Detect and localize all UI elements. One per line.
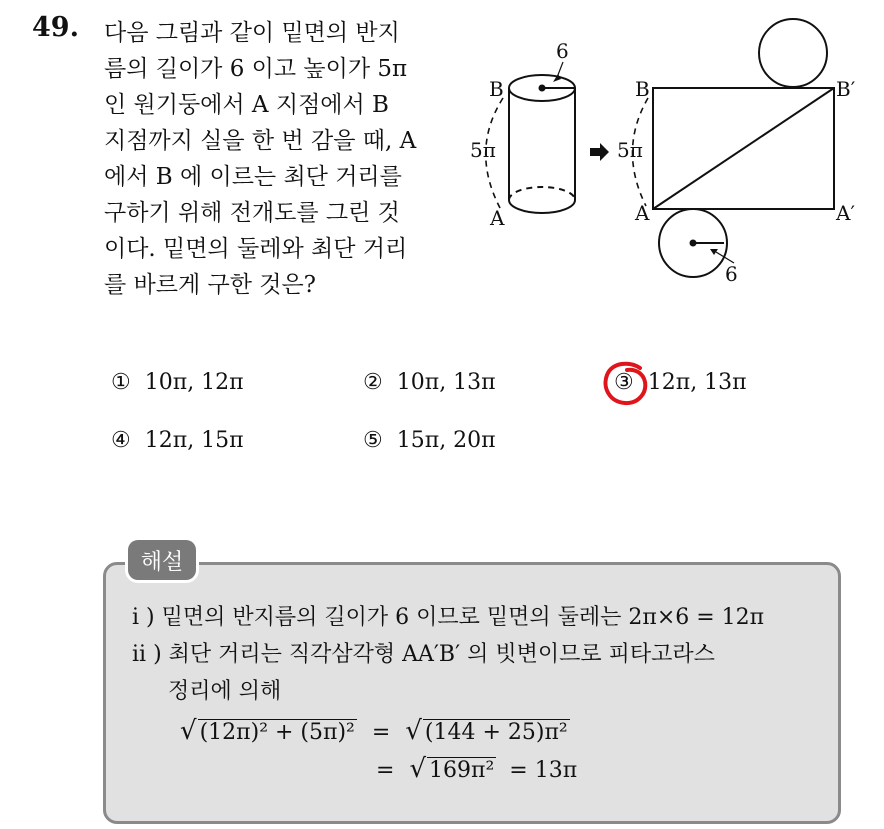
net-point-b-prime: B′ [836, 77, 856, 101]
equals-sign: = [376, 758, 395, 783]
explanation-tag: 해설 [128, 540, 196, 580]
choice-4[interactable] [111, 428, 244, 453]
question-line: 구하기 위해 전개도를 그린 것 [104, 200, 400, 226]
cylinder-height-label: 5π [470, 138, 496, 162]
net-height-label: 5π [617, 138, 643, 162]
radicand: 169π² [429, 758, 495, 783]
equation-result: = 13π [509, 758, 578, 783]
cylinder-point-a: A [490, 206, 505, 230]
choice-number: ⑤ [363, 428, 383, 453]
choice-text: 10π, 13π [396, 370, 496, 395]
cylinder-center [539, 85, 546, 92]
choice-text: 12π, 15π [144, 428, 244, 453]
question-line: 를 바르게 구한 것은? [104, 272, 317, 298]
net-figure [632, 19, 834, 277]
choice-number: ① [111, 370, 131, 395]
answer-mark-icon [600, 360, 652, 410]
explanation-step-2-cont: 정리에 의해 [168, 679, 282, 704]
question-line: 다음 그림과 같이 밑면의 반지 [104, 20, 400, 46]
radicand-right: (144 + 25)π² [424, 720, 568, 745]
equals-sign: = [371, 720, 391, 745]
choice-text: 15π, 20π [396, 428, 496, 453]
net-point-b: B [635, 77, 650, 101]
step-text: 최단 거리는 직각삼각형 AA′B′ 의 빗변이므로 피타고라스 [168, 642, 715, 667]
step-marker: ii ) [132, 642, 162, 667]
explanation-step-1 [132, 600, 764, 631]
equation-line-1: √ (12π)² + (5π)² = √ (144 + 25)π² [180, 716, 568, 746]
net-radius-label: 6 [725, 262, 738, 286]
net-point-a: A [635, 201, 650, 225]
cylinder-radius-label: 6 [556, 39, 569, 63]
choice-number: ④ [111, 428, 131, 453]
choice-text: 10π, 12π [144, 370, 244, 395]
choice-number: ③ [614, 370, 634, 395]
question-line: 지점까지 실을 한 번 감을 때, A [104, 128, 417, 154]
question-line: 에서 B 에 이르는 최단 거리를 [104, 164, 402, 190]
radicand-left: (12π)² + (5π)² [199, 720, 355, 745]
question-line: 름의 길이가 6 이고 높이가 5π [104, 56, 408, 82]
arrow-right-icon [590, 143, 609, 161]
equation-line-2: = √ 169π² = 13π [376, 754, 578, 784]
step-marker: i ) [132, 605, 155, 630]
explanation-step-2 [132, 637, 715, 668]
choice-1[interactable] [111, 370, 244, 395]
figure [0, 0, 884, 330]
step-text: 밑면의 반지름의 길이가 6 이므로 밑면의 둘레는 2π×6 = 12π [161, 605, 765, 630]
question-line: 인 원기둥에서 A 지점에서 B [104, 92, 389, 118]
choice-number: ② [363, 370, 383, 395]
question-line: 이다. 밑면의 둘레와 최단 거리 [104, 236, 408, 262]
net-point-a-prime: A′ [836, 201, 855, 225]
question-number: 49. [32, 12, 79, 43]
choice-5[interactable] [363, 428, 496, 453]
cylinder-point-b: B [489, 77, 504, 101]
choice-text: 12π, 13π [647, 370, 747, 395]
choice-2[interactable] [363, 370, 496, 395]
